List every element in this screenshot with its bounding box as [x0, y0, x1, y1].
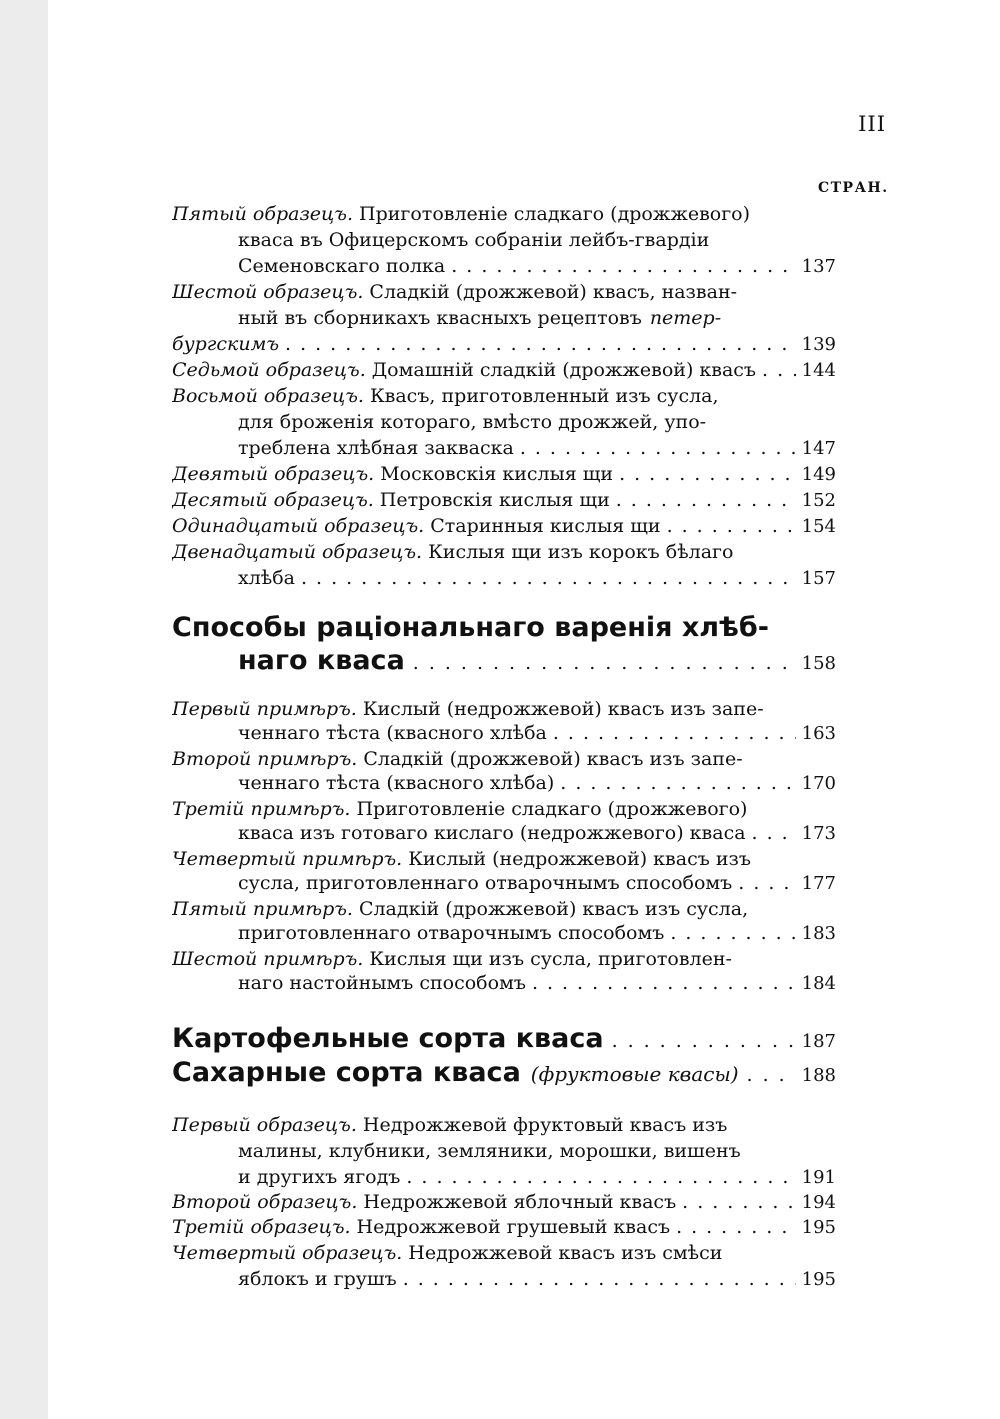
toc-page-number: 157 — [801, 568, 836, 589]
toc-entry-text: хлѣба — [238, 567, 296, 589]
toc-entry-text: бургскимъ — [172, 333, 280, 355]
toc-entry-lead: Восьмой образецъ. — [172, 385, 364, 407]
section-heading-text: Сахарные сорта кваса — [172, 1057, 521, 1088]
toc-line — [238, 255, 836, 281]
toc-line — [238, 307, 778, 333]
leader-dots — [612, 1030, 794, 1052]
toc-line — [238, 772, 836, 798]
toc-line — [172, 898, 772, 924]
section-heading — [172, 1057, 836, 1088]
toc-entry-text: ченнаго тѣста (квасного хлѣба) — [238, 772, 555, 794]
toc-entry-lead: Третій образецъ. — [172, 1216, 351, 1238]
toc-entry-lead: Второй примѣръ. — [172, 748, 358, 770]
toc-line — [172, 848, 772, 874]
toc-page-number: 184 — [801, 973, 836, 994]
toc-line — [172, 1242, 772, 1268]
scan-margin — [0, 0, 48, 1419]
toc-entry-text: кваса въ Офицерскомъ собраніи лейбъ-гвардіи — [238, 229, 710, 251]
toc-line — [172, 359, 836, 385]
toc-entry-text: ченнаго тѣста (квасного хлѣба — [238, 722, 547, 744]
toc-entry-lead: Десятый образецъ. — [172, 489, 374, 511]
section-heading-text: Способы раціональнаго варенія хлѣб- — [172, 612, 769, 643]
toc-line — [172, 1191, 836, 1217]
toc-line — [172, 489, 836, 515]
toc-entry-lead: Первый примѣръ. — [172, 698, 357, 720]
toc-line — [238, 922, 836, 948]
toc-entry-text: Семеновскаго полка — [238, 255, 446, 277]
toc-entry-text: сусла, приготовленнаго отварочнымъ способомъ — [238, 872, 733, 894]
page-number: III — [858, 112, 886, 136]
section-heading-text: наго кваса — [238, 645, 405, 676]
leader-dots — [667, 515, 796, 537]
toc-line — [172, 1216, 836, 1242]
toc-entry-text: Петровскія кислыя щи — [379, 489, 610, 511]
toc-entry-lead: Шестой примѣръ. — [172, 948, 364, 970]
toc-line — [172, 798, 772, 824]
leader-dots — [301, 567, 796, 589]
leader-dots — [619, 463, 796, 485]
toc-line — [172, 203, 772, 229]
toc-entry-text: Кислыя щи изъ сусла, приготовлен- — [369, 948, 732, 970]
toc-line — [172, 515, 836, 541]
toc-entry-text: треблена хлѣбная закваска — [238, 437, 514, 459]
toc-line — [172, 698, 772, 724]
leader-dots — [616, 489, 796, 511]
toc-entry-text: Недрожжевой фруктовый квасъ изъ — [362, 1114, 728, 1136]
toc-page-number: 163 — [801, 723, 836, 744]
leader-dots — [285, 333, 796, 355]
leader-dots — [670, 922, 795, 944]
book-page — [48, 0, 1000, 1419]
section-heading — [172, 612, 836, 643]
toc-entry-lead: Шестой образецъ. — [172, 281, 364, 303]
toc-page-number: 191 — [801, 1167, 836, 1188]
toc-page-number: 139 — [801, 334, 836, 355]
leader-dots — [747, 1064, 794, 1086]
toc-entry-text: кваса изъ готоваго кислаго (недрожжевого) кваса — [238, 822, 746, 844]
toc-entry-text: Приготовленіе сладкаго (дрожжевого) — [356, 798, 748, 820]
toc-entry-lead: Третій примѣръ. — [172, 798, 351, 820]
toc-entry-text: Сладкій (дрожжевой) квасъ изъ запе- — [363, 748, 743, 770]
toc-line — [172, 541, 772, 567]
toc-entry-text: Недрожжевой грушевый квасъ — [356, 1216, 671, 1238]
toc-line — [238, 1166, 836, 1192]
toc-entry-lead: Четвертый образецъ. — [172, 1242, 403, 1264]
leader-dots — [406, 1166, 795, 1188]
section-heading — [172, 1023, 836, 1054]
toc-line — [238, 437, 836, 463]
leader-dots — [451, 255, 795, 277]
toc-entry-text: Квасъ, приготовленный изъ сусла, — [369, 385, 719, 407]
toc-entry-text: Домашній сладкій (дрожжевой) квасъ — [371, 359, 757, 381]
toc-entry-lead: Двенадцатый образецъ. — [172, 541, 423, 563]
toc-page-number: 173 — [801, 823, 836, 844]
toc-line — [238, 822, 836, 848]
toc-page-number: 188 — [801, 1065, 836, 1086]
leader-dots — [520, 437, 796, 459]
toc-entry-text: Недрожжевой яблочный квасъ — [363, 1191, 677, 1213]
toc-page-number: 170 — [801, 773, 836, 794]
toc-page-number: 195 — [801, 1217, 836, 1238]
toc-page-number: 177 — [801, 873, 836, 894]
toc-entry-text: для броженія котораго, вмѣсто дрожжей, упо- — [238, 411, 707, 433]
toc-page-number: 158 — [801, 653, 836, 674]
toc-line — [238, 722, 836, 748]
toc-entry-text: Московскія кислыя щи — [380, 463, 614, 485]
toc-entry-lead: Пятый примѣръ. — [172, 898, 353, 920]
leader-dots — [532, 972, 796, 994]
toc-entry-text: Старинныя кислыя щи — [430, 515, 661, 537]
toc-entry-text: петер- — [649, 307, 722, 329]
toc-page-number: 195 — [801, 1269, 836, 1290]
page-column-label: СТРАН. — [818, 180, 889, 196]
toc-line — [238, 1268, 836, 1294]
toc-page-number: 183 — [801, 923, 836, 944]
toc-page-number: 137 — [801, 256, 836, 277]
toc-page-number: 194 — [801, 1192, 836, 1213]
toc-entry-text: ный въ сборникахъ квасныхъ рецептовъ — [238, 307, 642, 329]
toc-line — [238, 229, 778, 255]
toc-line — [172, 748, 772, 774]
toc-entry-lead: Четвертый примѣръ. — [172, 848, 403, 870]
toc-line — [172, 948, 772, 974]
toc-entry-lead: Первый образецъ. — [172, 1114, 357, 1136]
section-heading — [238, 645, 836, 676]
section-heading-subtitle: (фруктовые квасы) — [530, 1062, 739, 1086]
toc-line — [238, 972, 836, 998]
toc-line — [238, 567, 836, 593]
toc-page-number: 149 — [801, 464, 836, 485]
leader-dots — [553, 722, 796, 744]
leader-dots — [560, 772, 795, 794]
toc-entry-text: приготовленнаго отварочнымъ способомъ — [238, 922, 665, 944]
toc-line — [172, 385, 772, 411]
toc-entry-text: наго настойнымъ способомъ — [238, 972, 526, 994]
toc-line — [172, 1114, 772, 1140]
toc-entry-lead: Пятый образецъ. — [172, 203, 354, 225]
toc-line — [238, 1140, 778, 1166]
leader-dots — [752, 822, 796, 844]
toc-line — [172, 463, 836, 489]
toc-page-number: 187 — [801, 1031, 836, 1052]
section-heading-text: Картофельные сорта кваса — [172, 1023, 604, 1054]
toc-line — [172, 281, 772, 307]
toc-entry-text: малины, клубники, земляники, морошки, вишенъ — [238, 1140, 741, 1162]
toc-entry-text: и другихъ ягодъ — [238, 1166, 401, 1188]
toc-line — [238, 872, 836, 898]
toc-entry-text: Недрожжевой квасъ изъ смѣси — [408, 1242, 723, 1264]
leader-dots — [403, 1268, 796, 1290]
toc-page-number: 144 — [801, 360, 836, 381]
toc-entry-lead: Одинадцатый образецъ. — [172, 515, 425, 537]
leader-dots — [676, 1216, 796, 1238]
toc-entry-lead: Девятый образецъ. — [172, 463, 375, 485]
toc-entry-text: Приготовленіе сладкаго (дрожжевого) — [359, 203, 751, 225]
leader-dots — [682, 1191, 795, 1213]
toc-line — [172, 333, 836, 359]
toc-entry-lead: Второй образецъ. — [172, 1191, 358, 1213]
toc-page-number: 147 — [801, 438, 836, 459]
toc-entry-text: Кислый (недрожжевой) квасъ изъ — [408, 848, 751, 870]
toc-page-number: 152 — [801, 490, 836, 511]
leader-dots — [738, 872, 795, 894]
toc-entry-text: яблокъ и грушъ — [238, 1268, 397, 1290]
toc-entry-text: Кислый (недрожжевой) квасъ изъ запе- — [362, 698, 764, 720]
toc-entry-lead: Седьмой образецъ. — [172, 359, 366, 381]
leader-dots — [762, 359, 796, 381]
toc-line — [238, 411, 778, 437]
leader-dots — [413, 652, 794, 674]
toc-entry-text: Сладкій (дрожжевой) квасъ изъ сусла, — [358, 898, 749, 920]
toc-page-number: 154 — [801, 516, 836, 537]
toc-entry-text: Кислыя щи изъ корокъ бѣлаго — [428, 541, 734, 563]
toc-entry-text: Сладкій (дрожжевой) квасъ, назван- — [369, 281, 738, 303]
